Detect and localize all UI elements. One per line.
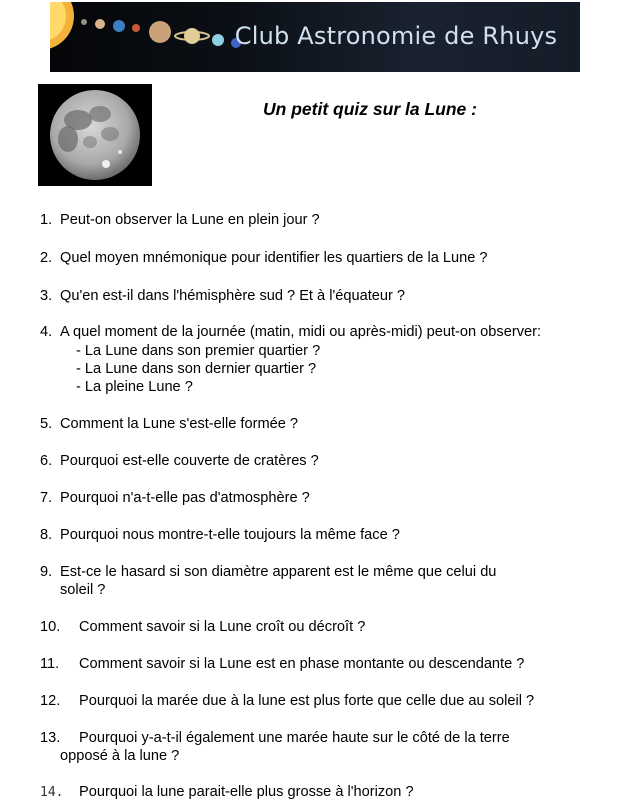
question-number: 11. [40, 656, 60, 672]
question-text: Pourquoi la marée due à la lune est plus forte que celle due au soleil ? [79, 693, 535, 709]
sub-question: - La Lune dans son dernier quartier ? [76, 361, 317, 377]
question-text: Pourquoi nous montre-t-elle toujours la même face ? [60, 527, 400, 543]
question-number: 2. [40, 250, 53, 266]
question-number: 9. [40, 564, 53, 580]
question-number: 4. [40, 324, 53, 340]
question-number: 10. [40, 619, 61, 635]
question-number: 7. [40, 490, 53, 506]
sub-question: - La Lune dans son premier quartier ? [76, 343, 321, 359]
quiz-title: Un petit quiz sur la Lune : [263, 99, 477, 119]
question-number: 13. [40, 730, 61, 746]
question-continuation: soleil ? [60, 582, 106, 598]
question-number: 8. [40, 527, 53, 543]
moon-icon [38, 84, 152, 186]
question-number: 14. [40, 785, 64, 800]
question-number: 1. [40, 212, 53, 228]
question-continuation: opposé à la lune ? [60, 748, 180, 764]
question-text: Pourquoi n'a-t-elle pas d'atmosphère ? [60, 490, 310, 506]
question-text: Pourquoi est-elle couverte de cratères ? [60, 453, 319, 469]
moon-image [38, 84, 152, 186]
club-title: Club Astronomie de Rhuys [234, 22, 558, 50]
question-number: 5. [40, 416, 53, 432]
question-number: 3. [40, 288, 53, 304]
question-text: Pourquoi la lune parait-elle plus grosse à l'horizon ? [79, 784, 414, 800]
header-banner [50, 2, 580, 72]
sub-question: - La pleine Lune ? [76, 379, 193, 395]
question-text: A quel moment de la journée (matin, midi ou après-midi) peut-on observer: [60, 324, 542, 340]
question-text: Est-ce le hasard si son diamètre apparent est le même que celui du [60, 564, 497, 580]
question-text: Comment la Lune s'est-elle formée ? [60, 416, 299, 432]
question-number: 12. [40, 693, 61, 709]
question-text: Quel moyen mnémonique pour identifier les quartiers de la Lune ? [60, 250, 488, 266]
question-text: Peut-on observer la Lune en plein jour ? [60, 212, 320, 228]
question-text: Qu'en est-il dans l'hémisphère sud ? Et à l'équateur ? [60, 288, 406, 304]
question-text: Pourquoi y-a-t-il également une marée haute sur le côté de la terre [79, 730, 510, 746]
question-text: Comment savoir si la Lune croît ou décroît ? [79, 619, 366, 635]
question-number: 6. [40, 453, 53, 469]
question-text: Comment savoir si la Lune est en phase montante ou descendante ? [79, 656, 525, 672]
